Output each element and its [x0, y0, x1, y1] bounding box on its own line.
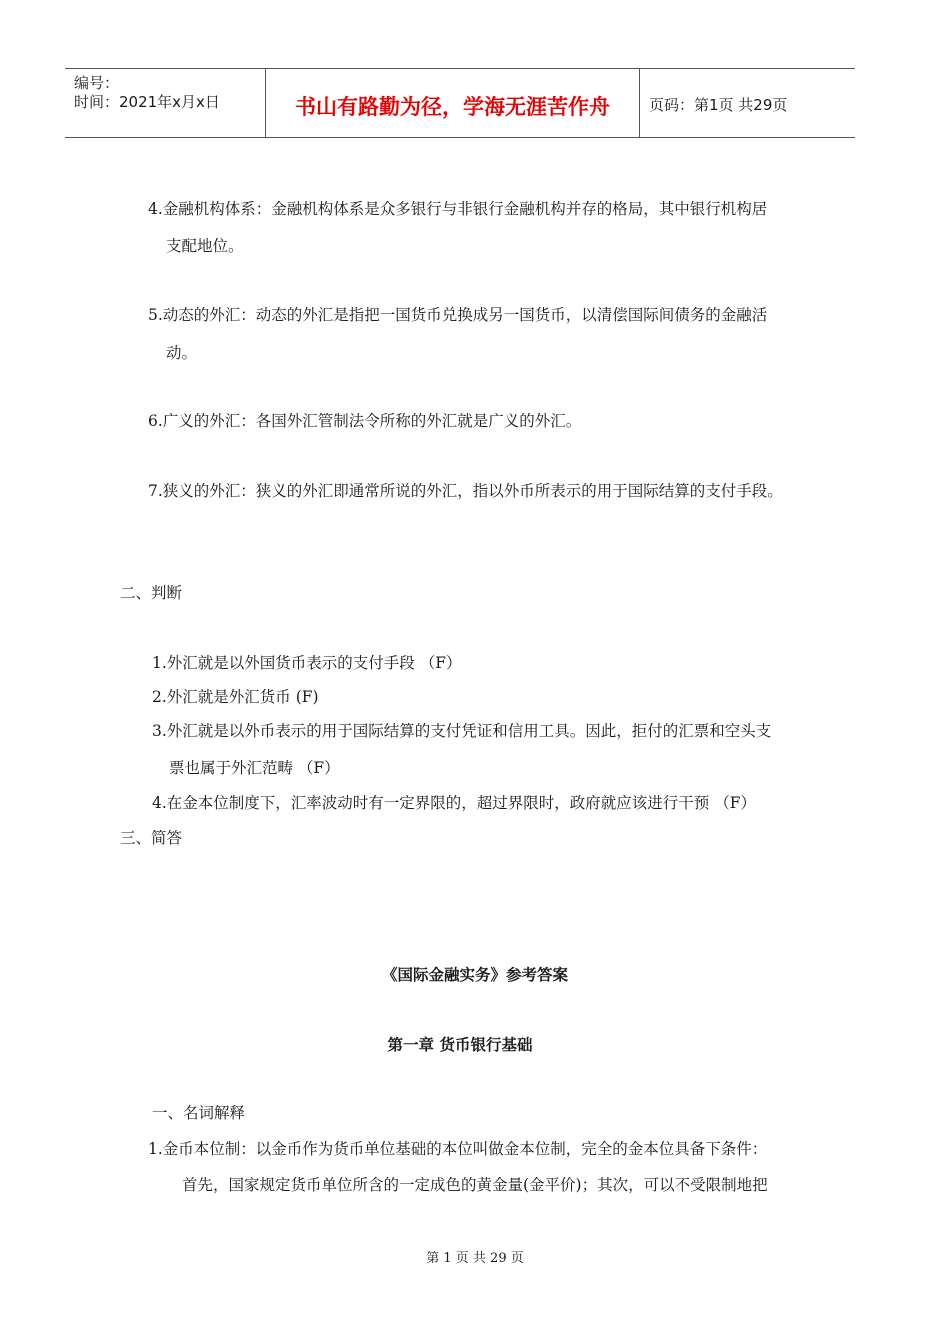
header-table	[65, 68, 855, 138]
definition-4-line2: 支配地位。	[166, 237, 244, 255]
definition-7: 7.狭义的外汇：狭义的外汇即通常所说的外汇，指以外币所表示的用于国际结算的支付手段。	[148, 482, 783, 500]
header-left-cell	[65, 69, 265, 137]
page-footer: 第 1 页 共 29 页	[426, 1251, 524, 1266]
book-title: 《国际金融实务》参考答案	[381, 966, 568, 984]
judge-item-4: 4.在金本位制度下，汇率波动时有一定界限的，超过界限时，政府就应该进行干预 （F）	[152, 794, 756, 812]
definition-4-line1: 4.金融机构体系：金融机构体系是众多银行与非银行金融机构并存的格局，其中银行机构居	[148, 200, 768, 218]
judge-item-1: 1.外汇就是以外国货币表示的支付手段 （F）	[152, 654, 462, 672]
judge-item-3-line1: 3.外汇就是以外币表示的用于国际结算的支付凭证和信用工具。因此，拒付的汇票和空头支	[152, 722, 772, 740]
definition-5-line1: 5.动态的外汇：动态的外汇是指把一国货币兑换成另一国货币，以清偿国际间债务的金融活	[148, 306, 768, 324]
judge-item-2: 2.外汇就是外汇货币 (F)	[152, 688, 319, 706]
short-answer-heading: 三、简答	[120, 829, 183, 847]
judge-item-3-line2: 票也属于外汇范畴 （F）	[169, 759, 340, 777]
document-time-label: 时间：2021年x月x日	[74, 93, 220, 111]
header-center-cell	[265, 69, 640, 137]
definition-5-line2: 动。	[166, 344, 198, 362]
section1-heading: 一、名词解释	[152, 1104, 246, 1122]
header-page-label: 页码：第1页 共29页	[649, 96, 788, 114]
definition-6: 6.广义的外汇：各国外汇管制法令所称的外汇就是广义的外汇。	[148, 412, 582, 430]
section1-line2: 首先，国家规定货币单位所含的一定成色的黄金量(金平价)；其次，可以不受限制地把	[182, 1176, 768, 1194]
judge-heading: 二、判断	[120, 584, 183, 602]
document-number-label: 编号：	[74, 74, 120, 92]
header-right-cell	[639, 69, 855, 137]
header-motto: 书山有路勤为径，学海无涯苦作舟	[295, 95, 610, 119]
chapter-title: 第一章 货币银行基础	[387, 1036, 533, 1054]
section1-line1: 1.金币本位制：以金币作为货币单位基础的本位叫做金本位制，完全的金本位具备下条件：	[148, 1140, 768, 1158]
